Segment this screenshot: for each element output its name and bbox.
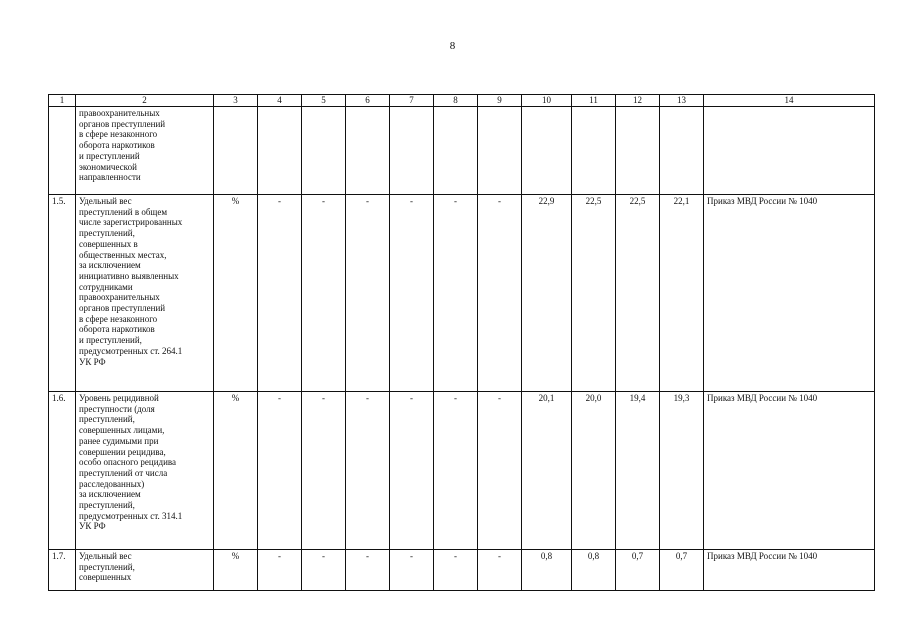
value-cell	[258, 107, 302, 195]
column-header: 14	[704, 95, 875, 107]
table-row	[49, 107, 875, 195]
value-cell	[390, 107, 434, 195]
indicator-description: Удельный вес преступлений в общем числе зарегистрированных преступлений, совершенных в общественных местах, за исключением инициативно выявленных сотрудниками правоохранительных органов преступлений в сфере незаконного оборота наркотиков и преступлений, предусмотренных ст. 264.1 УК РФ	[76, 195, 214, 392]
indicator-description: Удельный вес преступлений, совершенных	[76, 550, 214, 591]
column-header: 2	[76, 95, 214, 107]
value-cell: -	[258, 392, 302, 550]
value-cell: -	[346, 550, 390, 591]
value-cell: -	[258, 550, 302, 591]
value-cell	[478, 107, 522, 195]
indicators-table	[48, 94, 875, 591]
value-cell: 20,1	[522, 392, 572, 550]
source-cell: Приказ МВД России № 1040	[704, 392, 875, 550]
column-header: 7	[390, 95, 434, 107]
value-cell	[522, 107, 572, 195]
row-number	[49, 107, 76, 195]
value-cell: -	[258, 195, 302, 392]
table-row	[49, 195, 875, 392]
indicator-description: Уровень рецидивной преступности (доля преступлений, совершенных лицами, ранее судимыми при совершении рецидива, особо опасного рецидива преступлений от числа расследованных) за исключением преступлений, предусмотренных ст. 314.1 УК РФ	[76, 392, 214, 550]
column-header: 5	[302, 95, 346, 107]
value-cell: -	[346, 392, 390, 550]
value-cell: 0,7	[616, 550, 660, 591]
value-cell	[346, 107, 390, 195]
value-cell: -	[434, 195, 478, 392]
value-cell: 19,3	[660, 392, 704, 550]
page-number: 8	[449, 40, 456, 52]
column-header: 6	[346, 95, 390, 107]
value-cell: -	[302, 195, 346, 392]
unit-cell	[214, 107, 258, 195]
column-header: 9	[478, 95, 522, 107]
value-cell: -	[434, 392, 478, 550]
value-cell	[572, 107, 616, 195]
value-cell: 20,0	[572, 392, 616, 550]
column-header: 13	[660, 95, 704, 107]
value-cell: 0,8	[572, 550, 616, 591]
value-cell	[660, 107, 704, 195]
value-cell: -	[302, 392, 346, 550]
value-cell: 22,5	[572, 195, 616, 392]
column-header: 8	[434, 95, 478, 107]
column-header: 11	[572, 95, 616, 107]
value-cell	[302, 107, 346, 195]
column-header: 4	[258, 95, 302, 107]
value-cell	[434, 107, 478, 195]
unit-cell: %	[214, 392, 258, 550]
value-cell	[616, 107, 660, 195]
column-header: 12	[616, 95, 660, 107]
table-row	[49, 550, 875, 591]
unit-cell: %	[214, 550, 258, 591]
table-header-row	[49, 95, 875, 107]
value-cell: 0,7	[660, 550, 704, 591]
unit-cell: %	[214, 195, 258, 392]
value-cell: 22,1	[660, 195, 704, 392]
column-header: 3	[214, 95, 258, 107]
value-cell: -	[302, 550, 346, 591]
value-cell: -	[390, 195, 434, 392]
value-cell: 22,9	[522, 195, 572, 392]
column-header: 1	[49, 95, 76, 107]
value-cell: -	[478, 550, 522, 591]
row-number: 1.7.	[49, 550, 76, 591]
source-cell: Приказ МВД России № 1040	[704, 550, 875, 591]
value-cell: -	[478, 195, 522, 392]
value-cell: 22,5	[616, 195, 660, 392]
row-number: 1.6.	[49, 392, 76, 550]
value-cell: -	[390, 550, 434, 591]
indicator-description: правоохранительных органов преступлений в сфере незаконного оборота наркотиков и преступлений экономической направленности	[76, 107, 214, 195]
value-cell: 19,4	[616, 392, 660, 550]
source-cell	[704, 107, 875, 195]
value-cell: 0,8	[522, 550, 572, 591]
value-cell: -	[434, 550, 478, 591]
column-header: 10	[522, 95, 572, 107]
source-cell: Приказ МВД России № 1040	[704, 195, 875, 392]
row-number: 1.5.	[49, 195, 76, 392]
value-cell: -	[390, 392, 434, 550]
value-cell: -	[346, 195, 390, 392]
table-row	[49, 392, 875, 550]
value-cell: -	[478, 392, 522, 550]
